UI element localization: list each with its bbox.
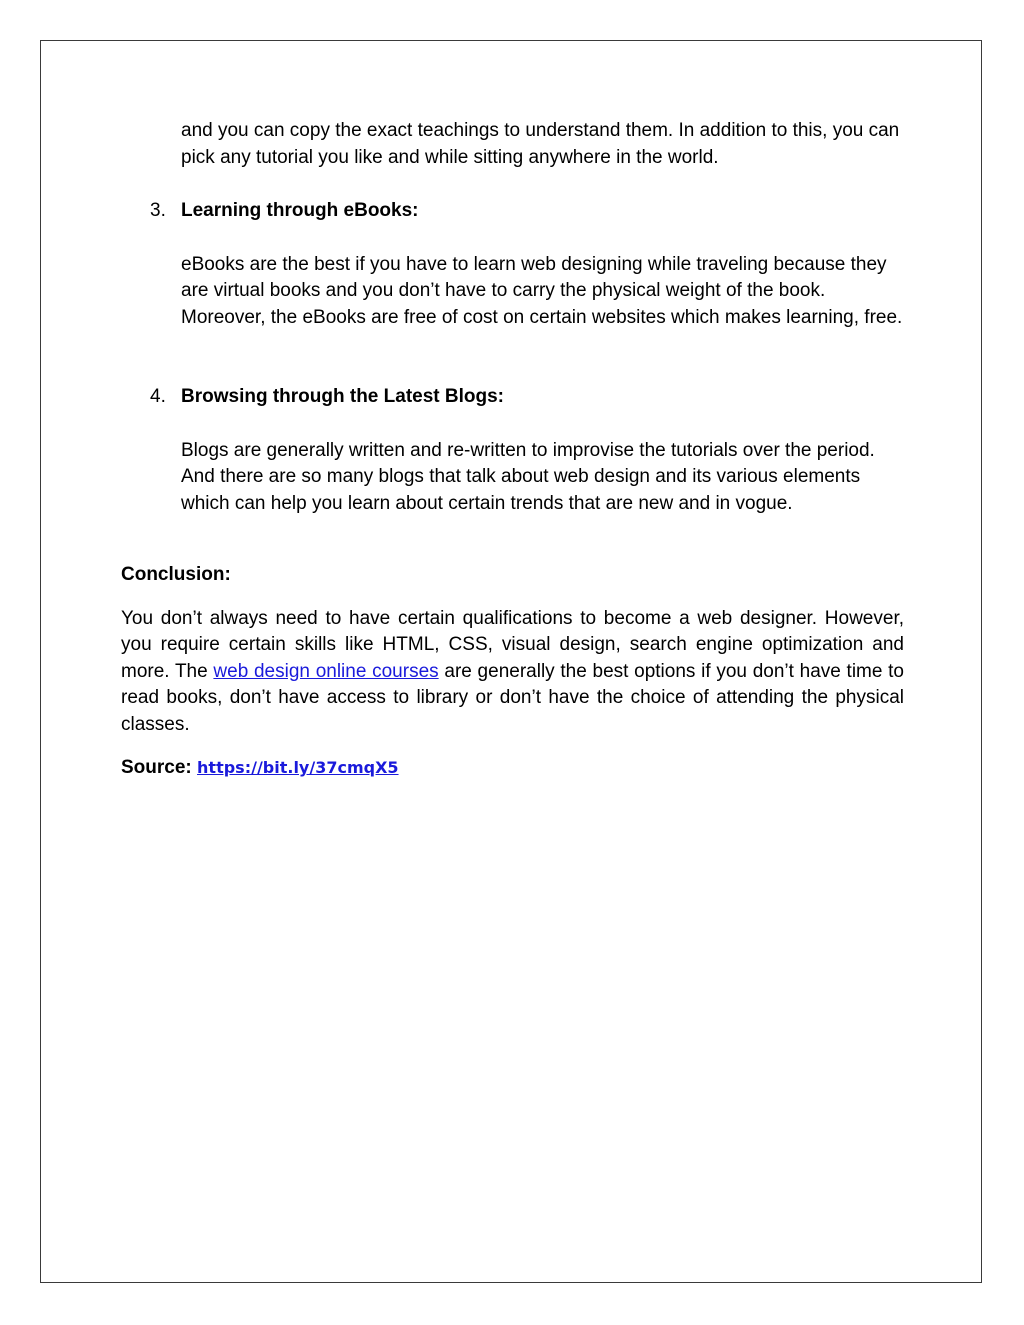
list-item-heading: Browsing through the Latest Blogs: xyxy=(181,386,504,407)
conclusion-text-end: are generally the best options if you don’t have time to read books, don’t have access to library or don’t have the choice of attending the physical classes. xyxy=(121,660,905,735)
conclusion-heading: Conclusion: xyxy=(121,564,231,585)
source-link[interactable]: https://bit.ly/37cmqX5 xyxy=(197,758,399,777)
spacer xyxy=(121,517,904,562)
document-content xyxy=(121,118,904,782)
intro-paragraph: and you can copy the exact teachings to understand them. In addition to this, you can pick any tutorial you like and while sitting anywhere in the world. xyxy=(181,120,900,168)
list-item-body: Blogs are generally written and re-written to improvise the tutorials over the period. And there are so many blogs that talk about web design and its various elements which can help you learn about certain trends that are new and in vogue. xyxy=(181,439,875,514)
list-number: 3. xyxy=(150,200,166,221)
spacer xyxy=(121,331,904,384)
list-item-heading: Learning through eBooks: xyxy=(181,200,419,221)
list-number: 4. xyxy=(150,386,166,407)
web-design-courses-link[interactable]: web design online courses xyxy=(213,660,439,682)
conclusion-paragraph xyxy=(121,606,904,739)
list-item-ebooks xyxy=(150,198,904,331)
list-item-body: eBooks are the best if you have to learn web designing while traveling because they are virtual books and you don’t have to carry the physical weight of the book. Moreover, the eBooks are free of cost on certain websites which makes learning, free. xyxy=(181,253,903,328)
source-label: Source: xyxy=(121,757,198,778)
list-item-blogs xyxy=(150,384,904,517)
conclusion-text-start: You don’t always need to have certain qualifications to become a web designer. However, you require certain skills like HTML, CSS, visual design, search engine optimization and more. The xyxy=(121,607,904,682)
source-line xyxy=(121,755,904,782)
